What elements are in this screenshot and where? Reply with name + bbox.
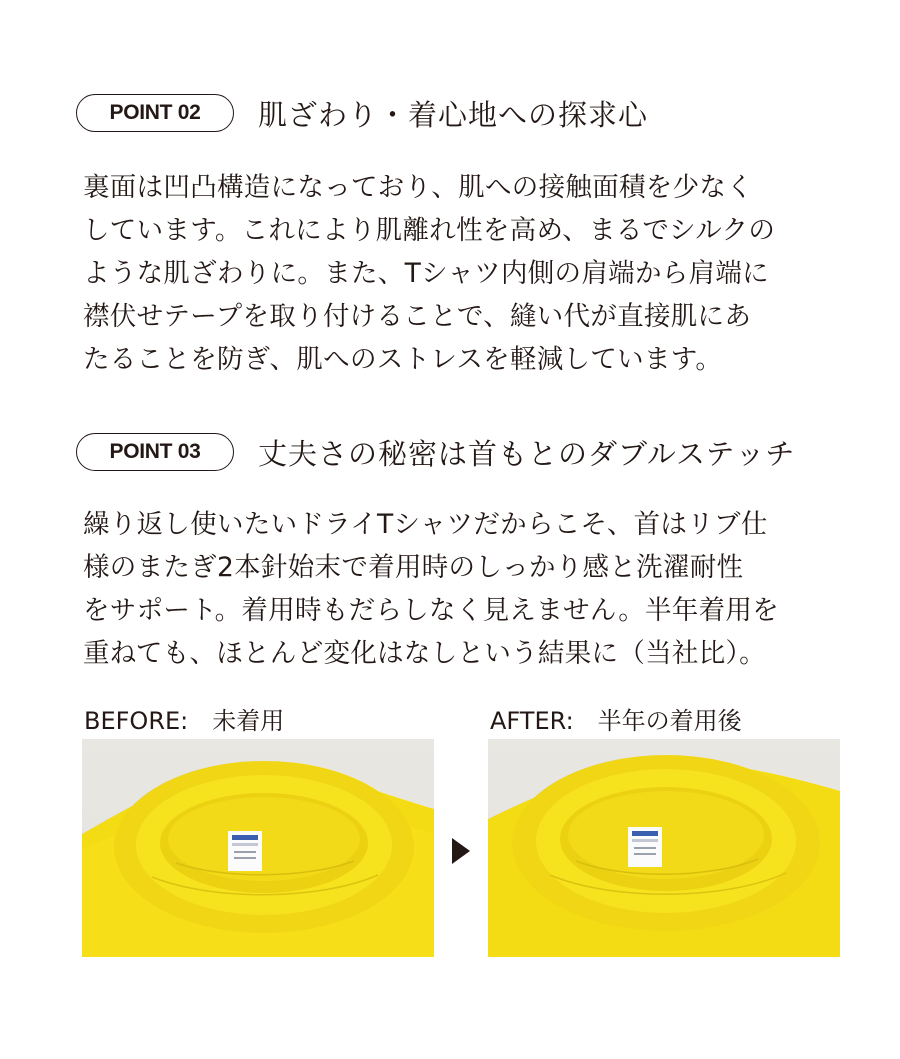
point03-title: 丈夫さの秘密は首もとのダブルステッチ xyxy=(258,436,796,471)
point02-heading xyxy=(76,92,648,134)
after-label: AFTER: 半年の着用後 xyxy=(490,707,742,735)
before-shirt-image xyxy=(82,739,434,957)
before-photo xyxy=(82,739,434,957)
point03-line: をサポート。着用時もだらしなく見えません。半年着用を xyxy=(83,595,780,626)
triangle-right-icon xyxy=(452,838,470,864)
point02-body xyxy=(83,166,843,381)
point02-title: 肌ざわり・着心地への探求心 xyxy=(258,97,649,132)
after-shirt-image xyxy=(488,739,840,957)
point02-line: 裏面は凹凸構造になっており、肌への接触面積を少なく xyxy=(83,172,753,203)
point03-heading xyxy=(76,431,795,473)
point03-line: 繰り返し使いたいドライTシャツだからこそ、首はリブ仕 xyxy=(83,509,768,540)
point02-line: ような肌ざわりに。また、Tシャツ内側の肩端から肩端に xyxy=(83,258,769,289)
point03-line: 重ねても、ほとんど変化はなしという結果に（当社比）。 xyxy=(83,638,766,669)
point02-badge: POINT 02 xyxy=(76,94,234,132)
point03-badge: POINT 03 xyxy=(76,433,234,471)
before-label: BEFORE: 未着用 xyxy=(84,707,285,735)
point02-line: しています。これにより肌離れ性を高め、まるでシルクの xyxy=(83,215,776,246)
after-photo xyxy=(488,739,840,957)
point02-line: 襟伏せテープを取り付けることで、縫い代が直接肌にあ xyxy=(83,301,752,332)
point02-line: たることを防ぎ、肌へのストレスを軽減しています。 xyxy=(83,344,723,375)
point03-line: 様のまたぎ2本針始末で着用時のしっかり感と洗濯耐性 xyxy=(83,552,744,583)
point03-body xyxy=(83,503,843,675)
